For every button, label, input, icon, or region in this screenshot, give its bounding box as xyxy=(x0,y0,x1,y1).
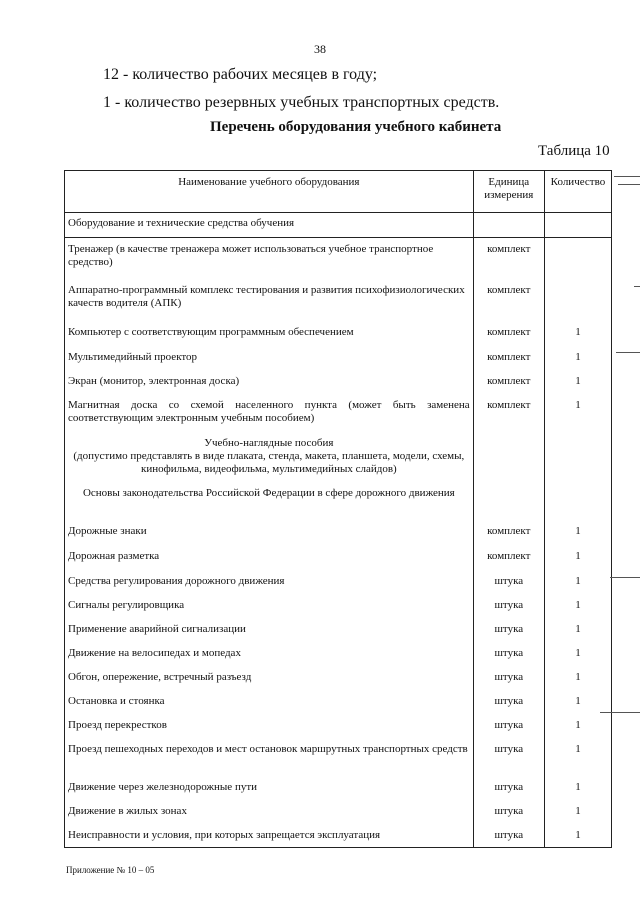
scan-edge-mark xyxy=(614,176,640,177)
row-unit: комплект xyxy=(473,238,544,279)
table-row xyxy=(65,776,612,800)
subsection-qty-empty xyxy=(544,482,611,520)
row-unit: штука xyxy=(473,570,544,594)
row-qty: 1 xyxy=(544,824,611,848)
row-name: Остановка и стоянка xyxy=(65,690,474,714)
scan-edge-mark xyxy=(600,712,640,713)
row-unit: комплект xyxy=(473,321,544,346)
table-row xyxy=(65,666,612,690)
section-title: Оборудование и технические средства обучения xyxy=(65,213,474,238)
scan-edge-mark xyxy=(618,184,640,185)
row-qty: 1 xyxy=(544,545,611,570)
row-qty: 1 xyxy=(544,570,611,594)
row-unit: штука xyxy=(473,714,544,738)
row-qty xyxy=(544,279,611,321)
row-qty: 1 xyxy=(544,370,611,394)
visual-aids-title: Учебно-наглядные пособия xyxy=(204,436,334,449)
subsection-unit-empty xyxy=(473,482,544,520)
subsection-title: Основы законодательства Российской Федерации в сфере дорожного движения xyxy=(65,482,474,520)
row-unit: комплект xyxy=(473,346,544,370)
row-name: Магнитная доска со схемой населенного пункта (может быть заменена соответствующим электронным учебным пособием) xyxy=(65,394,474,432)
row-unit: комплект xyxy=(473,545,544,570)
table-row xyxy=(65,738,612,776)
table-row xyxy=(65,238,612,279)
row-unit: комплект xyxy=(473,279,544,321)
row-unit: штука xyxy=(473,690,544,714)
scan-edge-mark xyxy=(634,286,640,287)
table-row xyxy=(65,279,612,321)
table-row xyxy=(65,690,612,714)
row-name: Средства регулирования дорожного движения xyxy=(65,570,474,594)
visual-aids-qty-empty xyxy=(544,432,611,482)
row-qty: 1 xyxy=(544,321,611,346)
row-unit: комплект xyxy=(473,394,544,432)
header-qty: Количество xyxy=(544,171,611,213)
table-row xyxy=(65,545,612,570)
row-qty: 1 xyxy=(544,394,611,432)
row-name: Мультимедийный проектор xyxy=(65,346,474,370)
row-qty: 1 xyxy=(544,666,611,690)
row-unit: штука xyxy=(473,738,544,776)
visual-aids-cell xyxy=(65,432,474,482)
row-qty: 1 xyxy=(544,642,611,666)
row-qty: 1 xyxy=(544,776,611,800)
scan-edge-mark xyxy=(610,577,640,578)
row-name: Движение на велосипедах и мопедах xyxy=(65,642,474,666)
row-name: Компьютер с соответствующим программным обеспечением xyxy=(65,321,474,346)
row-name: Тренажер (в качестве тренажера может использоваться учебное транспортное средство) xyxy=(65,238,474,279)
equipment-table xyxy=(64,170,612,848)
row-name: Неисправности и условия, при которых запрещается эксплуатация xyxy=(65,824,474,848)
table-row xyxy=(65,520,612,545)
visual-aids-unit-empty xyxy=(473,432,544,482)
visual-aids-note: (допустимо представлять в виде плаката, стенда, макета, планшета, модели, схемы, кинофильма, видеофильма, мультимедийных слайдов) xyxy=(73,449,465,475)
row-unit: штука xyxy=(473,618,544,642)
row-qty: 1 xyxy=(544,594,611,618)
table-row xyxy=(65,394,612,432)
row-name: Обгон, опережение, встречный разъезд xyxy=(65,666,474,690)
row-qty: 1 xyxy=(544,618,611,642)
row-qty: 1 xyxy=(544,714,611,738)
table-row xyxy=(65,346,612,370)
row-name: Применение аварийной сигнализации xyxy=(65,618,474,642)
row-qty: 1 xyxy=(544,690,611,714)
row-name: Сигналы регулировщика xyxy=(65,594,474,618)
row-unit: штука xyxy=(473,594,544,618)
intro-line-2: 1 - количество резервных учебных транспортных средств. xyxy=(103,94,500,111)
table-row xyxy=(65,370,612,394)
row-name: Экран (монитор, электронная доска) xyxy=(65,370,474,394)
row-name: Движение в жилых зонах xyxy=(65,800,474,824)
row-unit: комплект xyxy=(473,520,544,545)
intro-line-1: 12 - количество рабочих месяцев в году; xyxy=(103,66,378,83)
row-unit: комплект xyxy=(473,370,544,394)
row-unit: штука xyxy=(473,666,544,690)
row-qty: 1 xyxy=(544,520,611,545)
row-qty: 1 xyxy=(544,738,611,776)
row-name: Дорожные знаки xyxy=(65,520,474,545)
table-row xyxy=(65,594,612,618)
row-name: Проезд перекрестков xyxy=(65,714,474,738)
table-header-row xyxy=(65,171,612,213)
section-unit-empty xyxy=(473,213,544,238)
table-row xyxy=(65,714,612,738)
row-qty: 1 xyxy=(544,346,611,370)
footer-note: Приложение № 10 – 05 xyxy=(66,865,155,875)
header-unit: Единица измерения xyxy=(473,171,544,213)
table-row xyxy=(65,824,612,848)
row-name: Аппаратно-программный комплекс тестирования и развития психофизиологических качеств водителя (АПК) xyxy=(65,279,474,321)
table-row xyxy=(65,800,612,824)
table-caption: Таблица 10 xyxy=(538,143,610,159)
section-heading: Перечень оборудования учебного кабинета xyxy=(210,119,502,135)
row-qty xyxy=(544,238,611,279)
row-name: Движение через железнодорожные пути xyxy=(65,776,474,800)
table-row xyxy=(65,570,612,594)
visual-aids-row xyxy=(65,432,612,482)
row-unit: штука xyxy=(473,824,544,848)
row-unit: штука xyxy=(473,776,544,800)
header-name: Наименование учебного оборудования xyxy=(65,171,474,213)
table-row xyxy=(65,321,612,346)
table-row xyxy=(65,642,612,666)
section-row xyxy=(65,213,612,238)
section-qty-empty xyxy=(544,213,611,238)
row-unit: штука xyxy=(473,642,544,666)
row-unit: штука xyxy=(473,800,544,824)
subsection-row xyxy=(65,482,612,520)
row-name: Проезд пешеходных переходов и мест остановок маршрутных транспортных средств xyxy=(65,738,474,776)
table-row xyxy=(65,618,612,642)
page-number: 38 xyxy=(314,42,326,56)
scan-edge-mark xyxy=(616,352,640,353)
row-name: Дорожная разметка xyxy=(65,545,474,570)
row-qty: 1 xyxy=(544,800,611,824)
